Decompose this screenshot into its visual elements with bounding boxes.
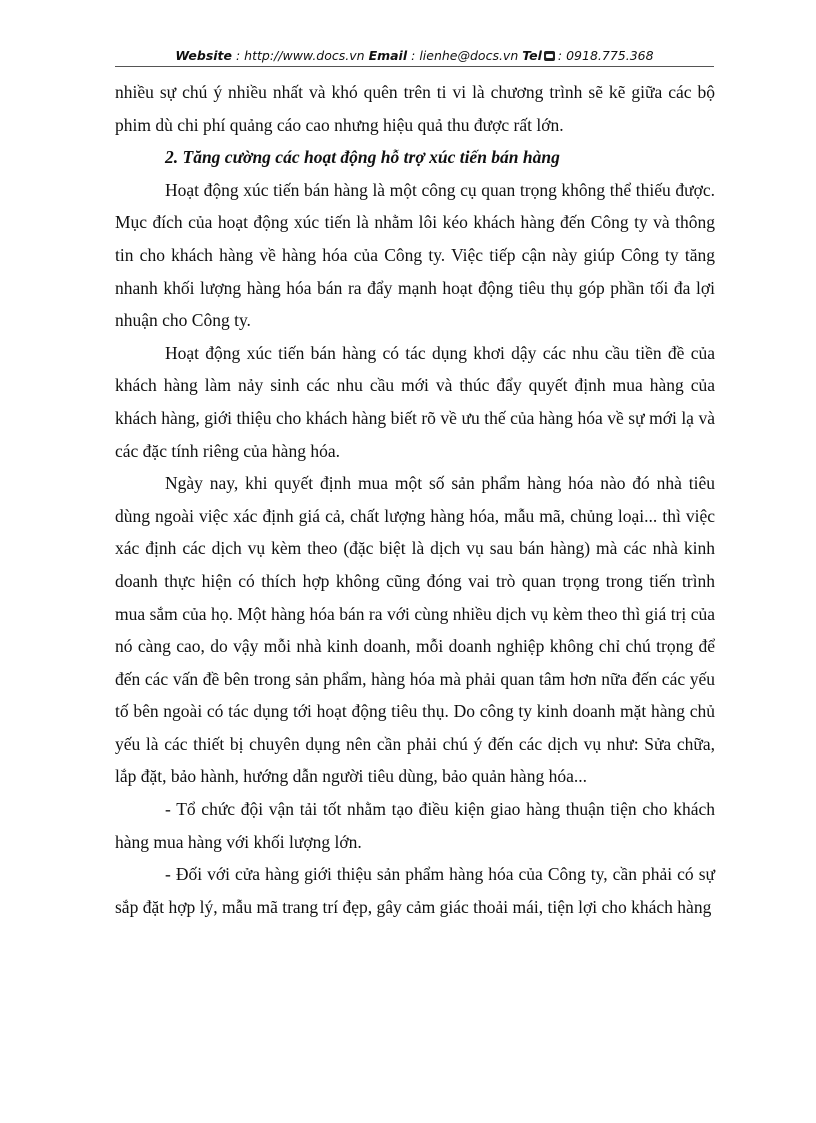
paragraph-services: Ngày nay, khi quyết định mua một số sản phẩm hàng hóa nào đó nhà tiêu dùng ngoài việc xác định giá cả, chất lượng hàng hóa, mẫu mã, chủng loại... thì việc xác định các dịch vụ kèm theo (đặc biệt là dịch vụ sau bán hàng) mà các nhà kinh doanh thực hiện có thích hợp không cũng đóng vai trò quan trọng trong tiến trình mua sắm của họ. Một hàng hóa bán ra với cùng nhiều dịch vụ kèm theo thì giá trị của nó càng cao, do vậy mỗi nhà kinh doanh, mỗi doanh nghiệp không chỉ chú trọng để đến các vấn đề bên trong sản phẩm, hàng hóa mà phải quan tâm hơn nữa đến các yếu tố bên ngoài có tác dụng tới hoạt động tiêu thụ. Do công ty kinh doanh mặt hàng chủ yếu là các thiết bị chuyên dụng nên cần phải chú ý đến các dịch vụ như: Sửa chữa, lắp đặt, bảo hành, hướng dẫn người tiêu dùng, bảo quản hàng hóa... [115, 473, 715, 787]
email-separator: : [407, 48, 420, 63]
paragraph-promotion-effects: Hoạt động xúc tiến bán hàng có tác dụng khơi dậy các nhu cầu tiền đề của khách hàng làm nảy sinh các nhu cầu mới và thúc đẩy quyết định mua hàng của khách hàng, giới thiệu cho khách hàng biết rõ về ưu thế của hàng hóa về sự mới lạ và các đặc tính riêng của hàng hóa. [115, 342, 715, 461]
website-separator: : [232, 48, 245, 63]
document-body [115, 76, 715, 923]
phone-icon [544, 51, 555, 61]
page-header [115, 46, 714, 67]
website-label: Website [175, 48, 232, 63]
email-label: Email [368, 48, 408, 63]
bullet-transport: - Tổ chức đội vận tải tốt nhằm tạo điều kiện giao hàng thuận tiện cho khách hàng mua hàng với khối lượng lớn. [115, 799, 715, 852]
intro-paragraph: nhiều sự chú ý nhiều nhất và khó quên trên ti vi là chương trình sẽ kẽ giữa các bộ phim dù chi phí quảng cáo cao nhưng hiệu quả thu được rất lớn. [115, 82, 715, 135]
bullet-showroom: - Đối với cửa hàng giới thiệu sản phẩm hàng hóa của Công ty, cần phải có sự sắp đặt hợp lý, mẫu mã trang trí đẹp, gây cảm giác thoải mái, tiện lợi cho khách hàng [115, 864, 715, 917]
section-heading: 2. Tăng cường các hoạt động hỗ trợ xúc tiến bán hàng [165, 147, 560, 168]
tel-number: : 0918.775.368 [557, 48, 654, 63]
paragraph-promotion-purpose: Hoạt động xúc tiến bán hàng là một công cụ quan trọng không thể thiếu được. Mục đích của hoạt động xúc tiến là nhằm lôi kéo khách hàng đến Công ty và thông tin cho khách hàng về hàng hóa của Công ty. Việc tiếp cận này giúp Công ty tăng nhanh khối lượng hàng hóa bán ra đẩy mạnh hoạt động tiêu thụ góp phần tối đa lợi nhuận cho Công ty. [115, 179, 715, 331]
email-address[interactable]: lienhe@docs.vn [419, 48, 519, 63]
website-url[interactable]: http://www.docs.vn [244, 48, 365, 63]
tel-label: Tel [522, 48, 542, 63]
